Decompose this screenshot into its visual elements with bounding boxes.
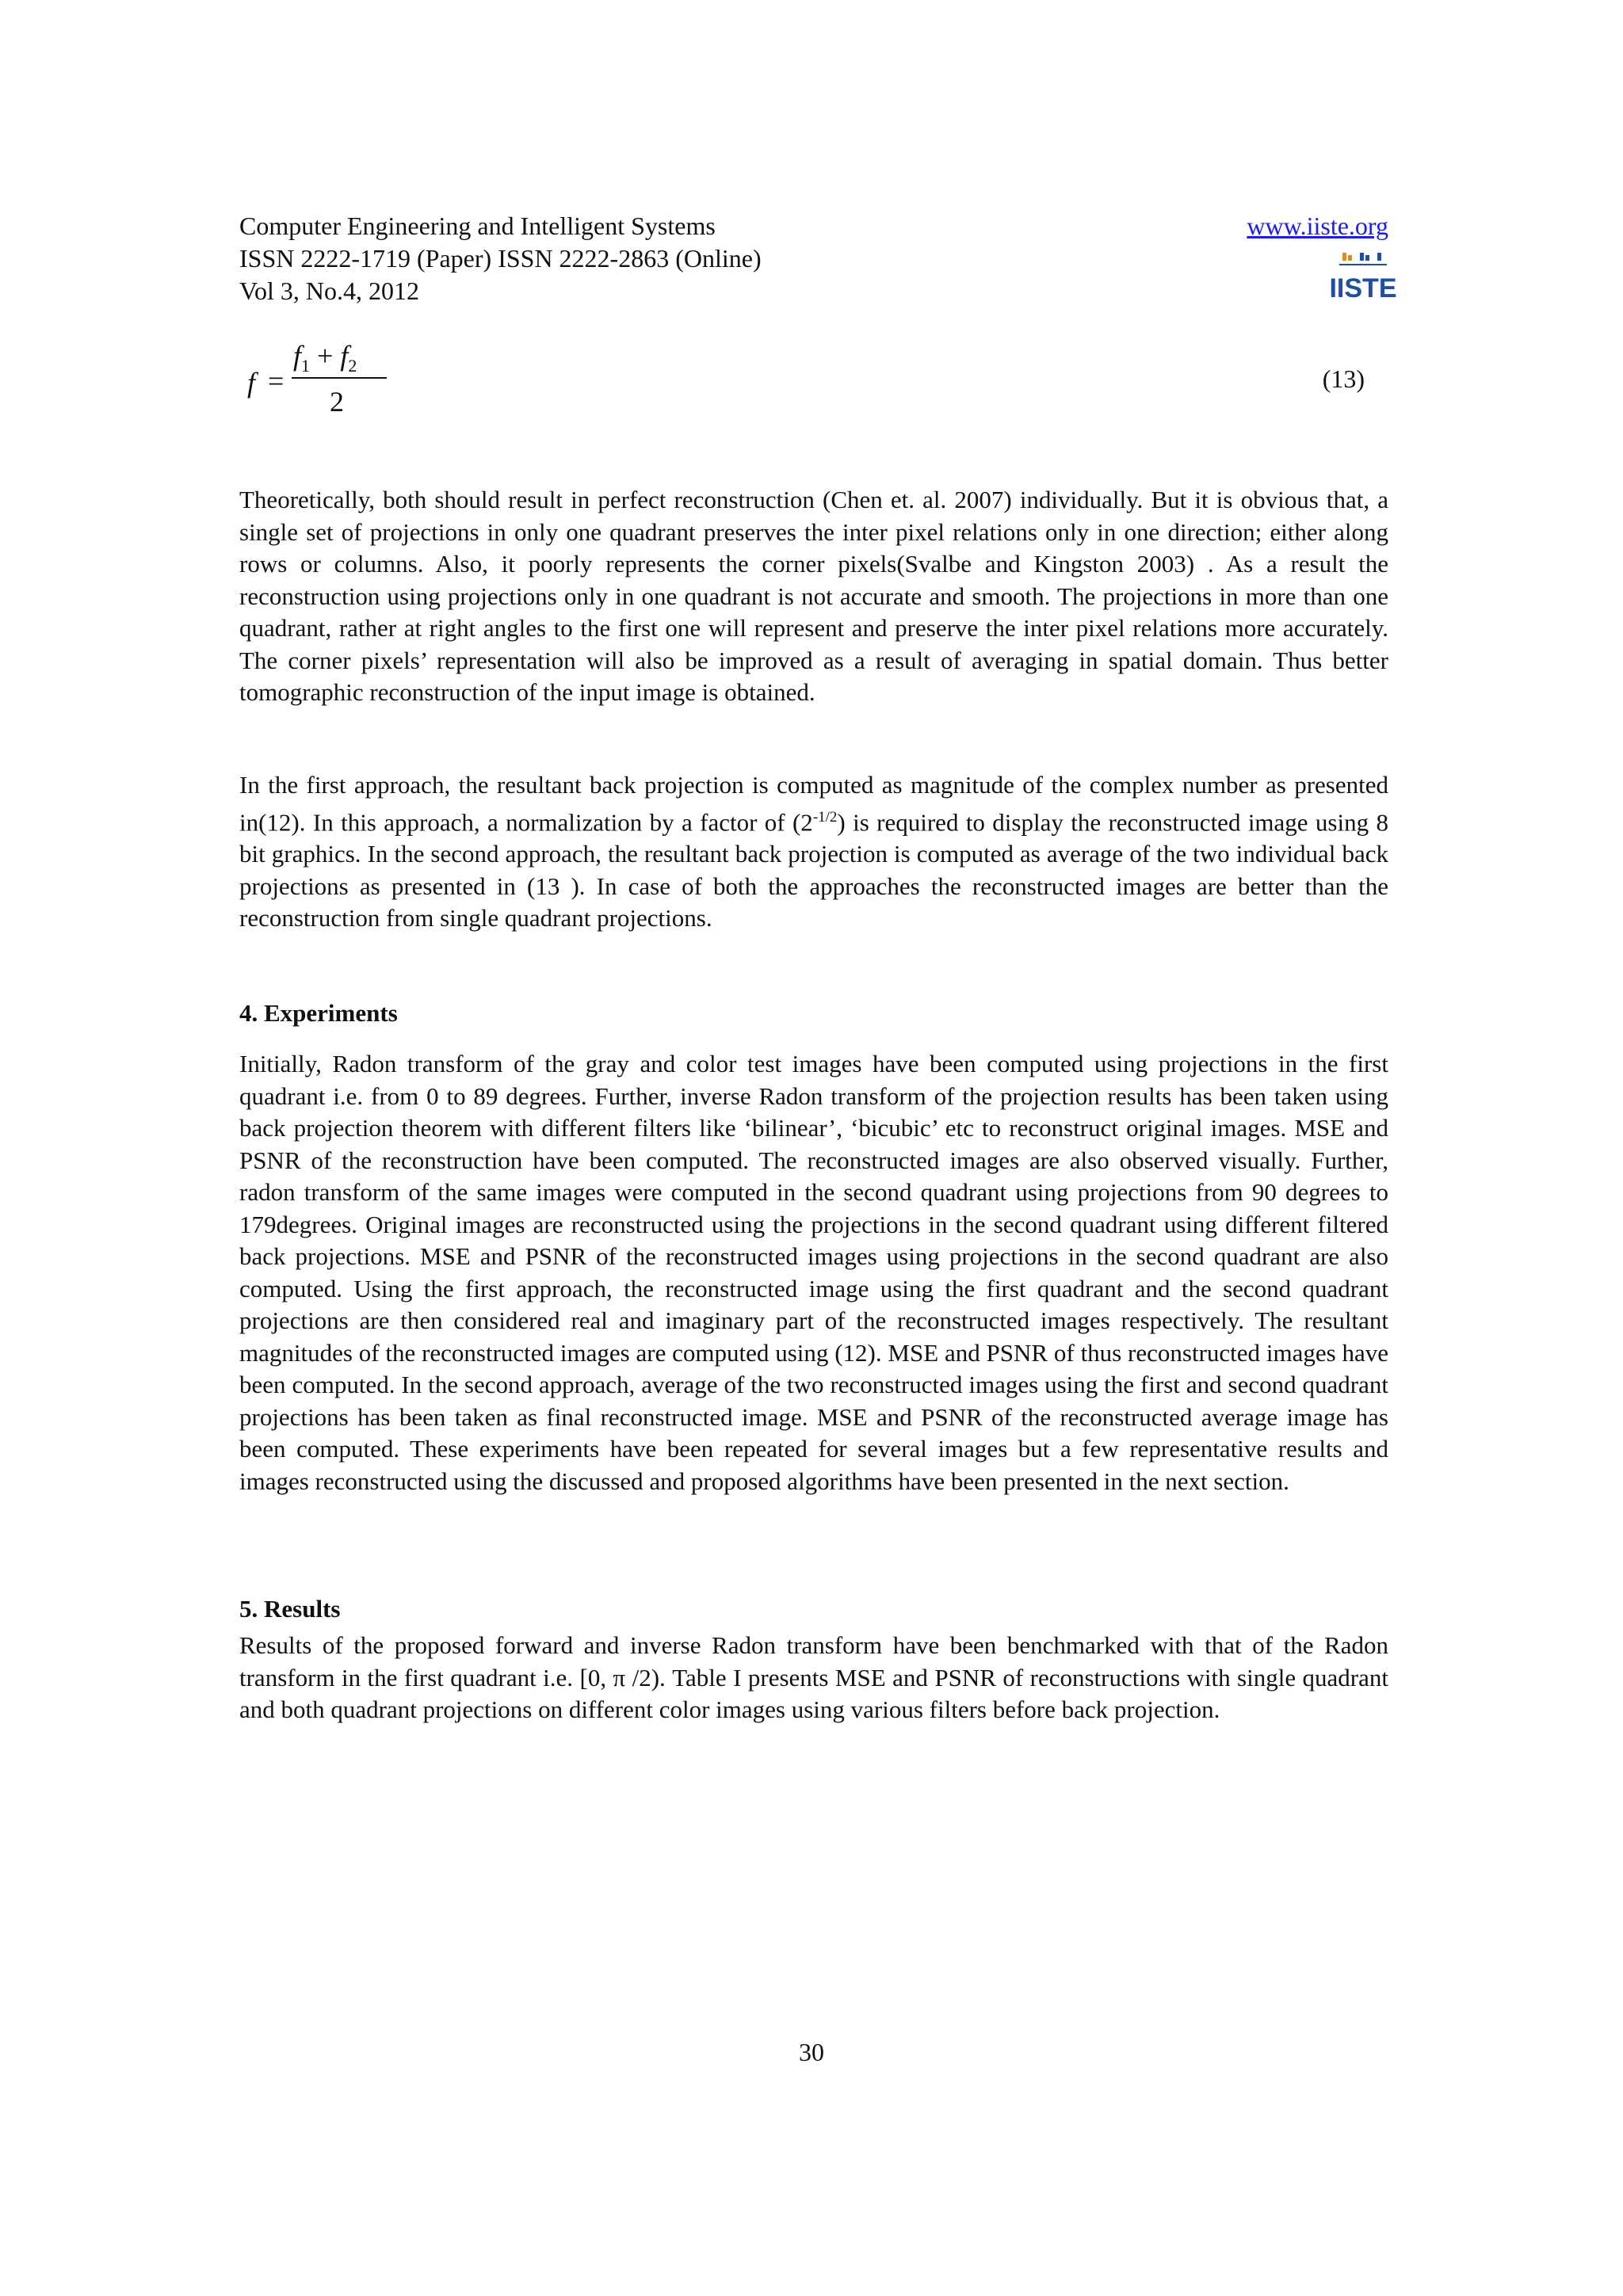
- volume-line: Vol 3, No.4, 2012: [239, 277, 419, 305]
- journal-title: Computer Engineering and Intelligent Systems: [239, 212, 716, 240]
- equation-lhs: f: [247, 367, 256, 399]
- paragraph-results: Results of the proposed forward and inverse Radon transform have been benchmarked with that of the Radon transform in the first quadrant i.e. [0, π /2). Table I presents MSE and PSNR of reconstructions with single quadrant and both quadrant projections on different color images using various filters before back projection.: [239, 1631, 1388, 1723]
- logo-text: IISTE: [1329, 273, 1397, 303]
- iiste-logo: [1329, 251, 1397, 303]
- section-heading-experiments: 4. Experiments: [239, 999, 398, 1027]
- section-heading-results: 5. Results: [239, 1595, 341, 1623]
- website-link[interactable]: www.iiste.org: [1247, 212, 1388, 240]
- equation-denominator: 2: [330, 386, 344, 418]
- fraction-bar: [292, 377, 387, 379]
- paragraph-approaches: In the first approach, the resultant back projection is computed as magnitude of the complex number as presented in(12). In this approach, a normalization by a factor of $(2^{-1/2})$ is required to display the reconstructed image using 8 bit graphics. In the second approach, the resultant back projection is computed as average of the two individual back projections as presented in (13 ). In case of both the approaches the reconstructed images are better than the reconstruction from single quadrant projections.: [239, 771, 1388, 933]
- issn-line: ISSN 2222-1719 (Paper) ISSN 2222-2863 (Online): [239, 244, 762, 273]
- journal-header: [239, 210, 1397, 307]
- paragraph-reconstruction-theory: Theoretically, both should result in perfect reconstruction (Chen et. al. 2007) individually. But it is obvious that, a single set of projections in only one quadrant preserves the inter pixel relations only in one direction; either along rows or columns. Also, it poorly represents the corner pixels(Svalbe and Kingston 2003) . As a result the reconstruction using projections only in one quadrant is not accurate and smooth. The projections in more than one quadrant, rather at right angles to the first one will represent and preserve the inter pixel relations more accurately. The corner pixels’ representation will also be improved as a result of averaging in spatial domain. Thus better tomographic reconstruction of the input image is obtained.: [239, 486, 1388, 706]
- paragraph-experiments: Initially, Radon transform of the gray and color test images have been computed using projections in the first quadrant i.e. from 0 to 89 degrees. Further, inverse Radon transform of the projection results has been taken using back projection theorem with different filters like ‘bilinear’, ‘bicubic’ etc to reconstruct original images. MSE and PSNR of the reconstruction have been computed. The reconstructed images are also observed visually. Further, radon transform of the same images were computed in the second quadrant using projections from 90 degrees to 179degrees. Original images are reconstructed using the projections in the second quadrant using different filtered back projections. MSE and PSNR of the reconstructed images using projections in the second quadrant are also computed. Using the first approach, the reconstructed image using the first quadrant and the second quadrant projections are then considered real and imaginary part of the reconstructed images respectively. The resultant magnitudes of the reconstructed images are computed using (12). MSE and PSNR of thus reconstructed images have been computed. In the second approach, average of the two reconstructed images using the first and second quadrant projections has been taken as final reconstructed image. MSE and PSNR of the reconstructed average image has been computed. These experiments have been repeated for several images but a few representative results and images reconstructed using the discussed and proposed algorithms have been presented in the next section.: [239, 1050, 1388, 1495]
- equation-equals: =: [268, 365, 285, 397]
- page-number: 30: [799, 2038, 824, 2066]
- equation-number: (13): [1322, 364, 1365, 393]
- equation-13: [247, 339, 1388, 426]
- equation-numerator: $f_1 + f_2$: [293, 340, 357, 376]
